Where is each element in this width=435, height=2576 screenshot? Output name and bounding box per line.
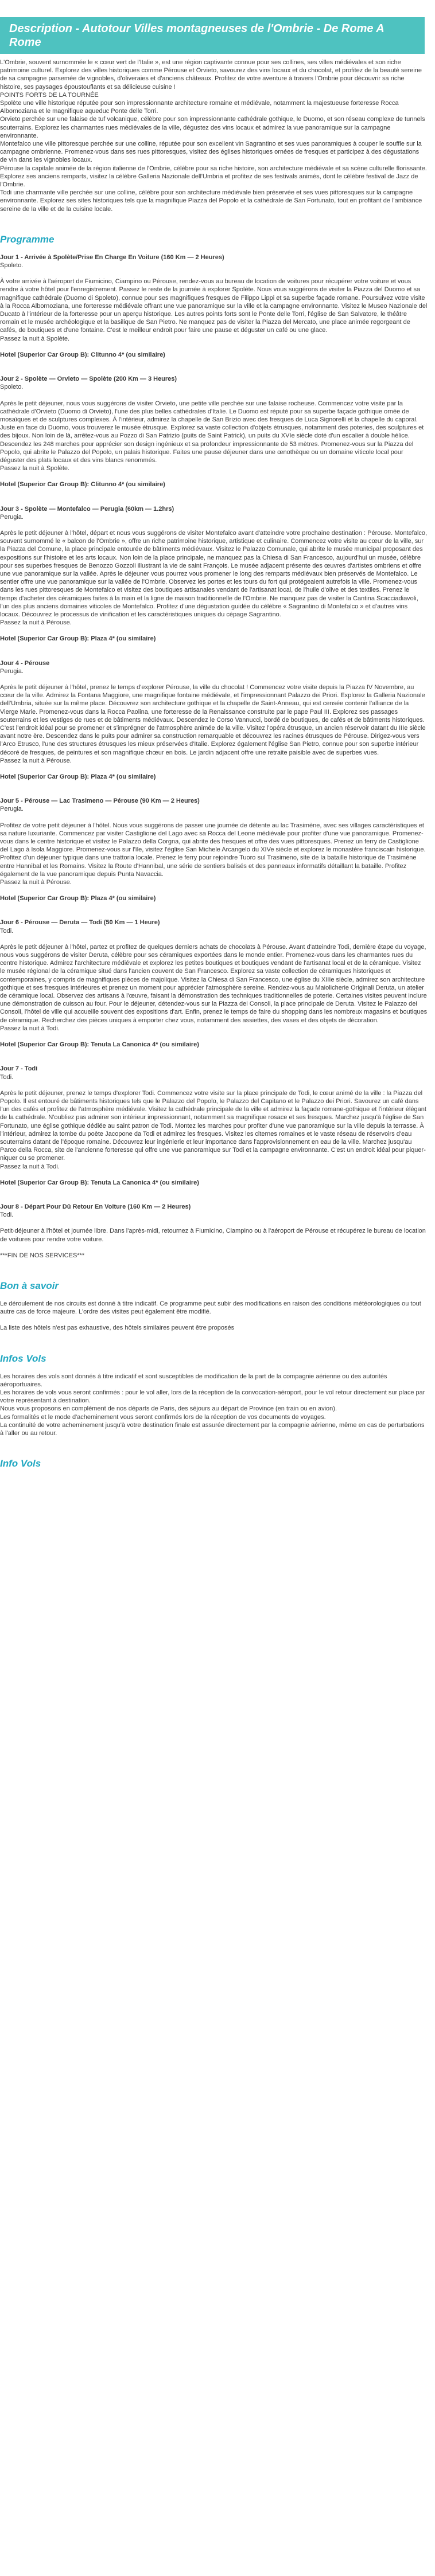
day-overnight: Passez la nuit à Pérouse. — [0, 757, 72, 764]
infos-vols-heading: Infos Vols — [0, 1353, 46, 1364]
day-overnight: Passez la nuit à Pérouse. — [0, 879, 72, 886]
highlight-spoleto: Spolète une ville historique réputée pour son impressionnante architecture romaine et médiévale, notamment la majestueuse forteresse Rocca Albornoziana et le magnifique aqueduc Ponte delle Torri. — [0, 100, 399, 115]
day-description: Petit-déjeuner à l'hôtel et journée libre. Dans l'après-midi, retournez à Fiumicino, Ciampino ou à l'aéroport de Pérouse et récupérez le bureau de location de voitures pour rendre votre voiture. — [0, 1228, 426, 1243]
page — [0, 17, 435, 2576]
content — [0, 58, 428, 1469]
day-title: Jour 6 - Pérouse — Deruta — Todi (50 Km — 1 Heure) — [0, 919, 160, 927]
day-title: Jour 4 - Pérouse — [0, 659, 50, 667]
day-title: Jour 8 - Départ Pour Dû Retour En Voiture (160 Km — 2 Heures) — [0, 1203, 191, 1210]
highlight-todi: Todi une charmante ville perchée sur une colline, célèbre pour son architecture médiévale bien préservée et ses vues pittoresques sur la campagne environnante. Explorez ses sites historiques tels que la magnifique Piazza del Popolo et la cathédrale de San Fortunato, tout en profitant de l'ambiance sereine de la ville et de la cuisine locale. — [0, 189, 422, 213]
info-vols-heading: Info Vols — [0, 1458, 41, 1469]
day-description: Après le petit déjeuner à l'hôtel, départ et nous vous suggérons de visiter Montefalco avant d'atteindre votre prochaine destination : Pérouse. Montefalco, souvent surnommé le « balcon de l'Ombrie », offre un riche patrimoine historique, artistique et culinaire. Commencez votre visite au cœur de la ville, sur la Piazza del Comune, la place principale entourée de bâtiments médiévaux. Visitez le Palazzo Comunale, qui abrite le musée municipal proposant des expositions sur l'histoire et les arts locaux. Non loin de la place principale, ne manquez pas la Chiesa di San Francesco, aujourd'hui un musée, célèbre pour ses superbes fresques de Benozzo Gozzoli illustrant la vie de saint François. Le musée adjacent présente des œuvres d'artistes ombriens et offre une vue panoramique sur la vallée. Après le déjeuner vous pourrez vous promener le long des remparts médiévaux bien préservés de Montefalco. Le sentier offre une vue panoramique sur la vallée de l'Ombrie. Observez les portes et les tours du fort qui protégeaient autrefois la ville. Promenez-vous dans les rues pittoresques de Montefalco et visitez des boutiques artisanales vendant de l'artisanat local, de l'huile d'olive et des textiles. Prenez le temps d'acheter des céramiques faites à la main et la ligne de maison traditionnelle de l'Ombrie. Ne manquez pas de visiter la Cantina Scacciadiavoli, l'un des plus anciens domaines viticoles de Montefalco. Profitez d'une dégustation guidée du célèbre « Sagrantino di Montefalco » et d'autres vins locaux. Découvrez le processus de vinification et les caractéristiques uniques du cépage Sagrantino. — [0, 529, 428, 618]
day-section — [0, 659, 428, 781]
day-hotel: Hotel (Superior Car Group B): Clitunno 4* (ou similaire) — [0, 351, 165, 358]
day-description: À votre arrivée à l'aéroport de Fiumicino, Ciampino ou Pérouse, rendez-vous au bureau de location de voitures pour récupérer votre voiture et vous rendre à votre hôtel pour l'enregistrement. Passez le reste de la journée à explorer Spolète. Nous vous suggérons de visiter la Piazza del Duomo et sa magnifique cathédrale (Duomo di Spoleto), connue pour ses magnifiques fresques de Filippo Lippi et sa superbe façade romane. Poursuivez votre visite à la Rocca Albornoziana, une forteresse médiévale offrant une vue panoramique sur la ville et la campagne environnante. Visitez le Museo Nazionale del Ducato à l'intérieur de la forteresse pour un aperçu historique. Les autres points forts sont le Ponte delle Torri, l'église de San Salvatore, le théâtre romain et le musée archéologique et la basilique de San Pietro. Ne manquez pas de visiter la Piazza del Mercato, une place animée regorgeant de cafés, de boutiques et d'une fontaine. C'est le meilleur endroit pour faire une pause et déguster un café ou une glace. — [0, 278, 428, 334]
day-hotel: Hotel (Superior Car Group B): Clitunno 4* (ou similaire) — [0, 481, 165, 488]
day-place: Spoleto. — [0, 384, 24, 391]
intro-paragraph: L'Ombrie, souvent surnommée le « cœur vert de l'Italie », est une région captivante connue pour ses collines, ses villes médiévales et son riche patrimoine culturel. Explorez des villes historiques comme Pérouse et Orvieto, savourez des vins locaux et du chocolat, et profitez de la beauté sereine de sa campagne parsemée de vignobles, d'oliveraies et d'anciens châteaux. Profitez de votre aventure à travers l'Ombrie pour découvrir sa riche histoire, ses paysages époustouflants et sa délicieuse cuisine ! — [0, 59, 422, 91]
page-title: Description - Autotour Villes montagneuses de l'Ombrie - De Rome A Rome — [9, 22, 384, 49]
infos-vols-paragraph: La continuité de votre acheminement jusqu'à votre destination finale est assurée directement par la compagnie aérienne, même en cas de perturbations à l'aller ou au retour. — [0, 1421, 425, 1437]
day-hotel: Hotel (Superior Car Group B): Plaza 4* (ou similaire) — [0, 895, 156, 902]
day-section — [0, 253, 428, 359]
day-overnight: Passez la nuit à Todi. — [0, 1025, 60, 1032]
day-place: Spoleto. — [0, 262, 24, 269]
day-section — [0, 505, 428, 643]
programme-heading: Programme — [0, 233, 55, 245]
day-section — [0, 918, 428, 1049]
day-place: Perugia. — [0, 806, 24, 813]
day-hotel: Hotel (Superior Car Group B): Tenuta La Canonica 4* (ou similaire) — [0, 1041, 199, 1049]
day-overnight: Passez la nuit à Spolète. — [0, 335, 70, 342]
day-overnight: Passez la nuit à Pérouse. — [0, 619, 72, 627]
title-bar — [0, 17, 425, 54]
infos-vols-paragraph: Les horaires des vols sont donnés à titre indicatif et sont susceptibles de modification de la part de la compagnie aérienne ou des autorités aéroportuaires. — [0, 1373, 387, 1388]
day-place: Perugia. — [0, 667, 24, 675]
day-section — [0, 1203, 428, 1260]
day-title: Jour 3 - Spolète — Montefalco — Perugia (60km — 1.2hrs) — [0, 505, 174, 513]
intro-section — [0, 58, 428, 213]
day-place: Todi. — [0, 1211, 14, 1219]
day-title: Jour 7 - Todi — [0, 1065, 38, 1073]
day-description: Après le petit déjeuner à l'hôtel, partez et profitez de quelques derniers achats de chocolats à Pérouse. Avant d'atteindre Todi, dernière étape du voyage, nous vous suggérons de visiter Deruta, célèbre pour ses céramiques exportées dans le monde entier. Promenez-vous dans les charmantes rues du centre historique. Admirez l'architecture médiévale et explorez les petites boutiques et boutiques vendant de l'artisanat local et de la céramique. Visitez le musée régional de la céramique situé dans l'ancien couvent de San Francesco. Explorez sa vaste collection de céramiques historiques et contemporaines, y compris de magnifiques pièces de majolique. Visitez la Chiesa di San Francesco, une église du XIIIe siècle, admirez son architecture gothique et ses fresques intérieures et prenez un moment pour apprécier l'atmosphère sereine. Rendez-vous au Maiolicherie Originali Deruta, un atelier de céramique local. Observez des artisans à l'œuvre, faisant la démonstration des techniques traditionnelles de poterie. Certaines visites peuvent inclure une démonstration de cuisson au four. Pour le déjeuner, détendez-vous sur la Piazza dei Consoli, la place principale de Deruta. Visitez le Palazzo dei Consoli, l'hôtel de ville qui accueille souvent des expositions d'art. Enfin, prenez le temps de faire du shopping dans les nombreux magasins et boutiques de céramique. Recherchez des pièces uniques à emporter chez vous, notamment des assiettes, des vases et des objets de décoration. — [0, 943, 428, 1024]
highlights-heading: POINTS FORTS DE LA TOURNÉE — [0, 91, 99, 99]
bon-a-savoir-heading: Bon à savoir — [0, 1280, 59, 1291]
highlight-orvieto: Orvieto perchée sur une falaise de tuf volcanique, célèbre pour son impressionnante cathédrale gothique, le Duomo, et son réseau complexe de tunnels souterrains. Explorez les charmantes rues médiévales de la ville, dégustez des vins locaux et admirez la vue panoramique sur la campagne environnante. — [0, 116, 425, 139]
day-section — [0, 375, 428, 488]
day-title: Jour 1 - Arrivée à Spolète/Prise En Charge En Voiture (160 Km — 2 Heures) — [0, 253, 224, 261]
day-description: Après le petit déjeuner à l'hôtel, prenez le temps d'explorer Pérouse, la ville du chocolat ! Commencez votre visite depuis la Piazza IV Novembre, au cœur de la ville. Admirez la Fontana Maggiore, une magnifique fontaine médiévale, et l'impressionnant Palazzo dei Priori. Explorez la Galleria Nazionale dell'Umbria, située sur la même place. Découvrez son architecture gothique et la chapelle de Saint-Anneau, qui est censée contenir l'alliance de la Vierge Marie. Promenez-vous dans la Rocca Paolina, une forteresse de la Renaissance construite par le pape Paul III. Explorez ses passages souterrains et les vestiges de rues et de bâtiments médiévaux. Descendez le Corso Vannucci, bordé de boutiques, de cafés et de bâtiments historiques. C'est l'endroit idéal pour se promener et s'imprégner de l'atmosphère animée de la ville. Visitez l'opéra étrusque, un ancien réservoir datant du IIIe siècle avant notre ère. Descendez dans le puits pour admirer sa construction remarquable et découvrez les racines étrusques de Pérouse. Dirigez-vous vers l'Arco Etrusco, l'une des structures étrusques les mieux préservées d'Italie. Explorez également l'église San Pietro, connue pour son superbe intérieur décoré de fresques, de peintures et son magnifique chœur en bois. Le jardin adjacent offre une retraite paisible avec de superbes vues. — [0, 683, 426, 756]
day-description: Profitez de votre petit déjeuner à l'hôtel. Nous vous suggérons de passer une journée de détente au lac Trasimène, avec ses villages caractéristiques et sa nature luxuriante. Commencez par visiter Castiglione del Lago avec sa Rocca del Leone médiévale pour profiter d'une vue panoramique. Promenez-vous dans le centre historique et visitez le Palazzo della Corgna, qui abrite des fresques et offre des vues pittoresques. Prenez un ferry de Castiglione del Lago à Isola Maggiore. Promenez-vous sur l'île, visitez l'église San Michele Arcangelo du XIVe siècle et explorez le monastère franciscain historique. Profitez d'un déjeuner typique dans une trattoria locale. Prenez le ferry pour rejoindre Tuoro sul Trasimeno, site de la bataille historique de Trasimène entre Hannibal et les Romains. Visitez la Route d'Hannibal, une série de sentiers balisés et des panneaux informatifs détaillant la bataille. Profitez également de la vue panoramique depuis Punta Navaccia. — [0, 822, 426, 878]
day-section — [0, 797, 428, 902]
end-of-services: ***FIN DE NOS SERVICES*** — [0, 1252, 85, 1259]
infos-vols-paragraph: Nous vous proposons en complément de nos départs de Paris, des séjours au départ de Province (en train ou en avion). — [0, 1405, 337, 1413]
bon-a-savoir-paragraph: Le déroulement de nos circuits est donné à titre indicatif. Ce programme peut subir des modifications en raison des conditions météorologiques ou tout autre cas de force majeure. L'ordre des visites peut également être modifié. — [0, 1300, 421, 1316]
day-place: Todi. — [0, 927, 14, 935]
day-overnight: Passez la nuit à Todi. — [0, 1163, 60, 1170]
day-hotel: Hotel (Superior Car Group B): Tenuta La Canonica 4* (ou similaire) — [0, 1179, 199, 1186]
day-place: Todi. — [0, 1073, 14, 1081]
day-hotel: Hotel (Superior Car Group B): Plaza 4* (ou similaire) — [0, 773, 156, 781]
day-title: Jour 2 - Spolète — Orvieto — Spolète (200 Km — 3 Heures) — [0, 376, 177, 383]
day-hotel: Hotel (Superior Car Group B): Plaza 4* (ou similaire) — [0, 635, 156, 643]
day-section — [0, 1065, 428, 1187]
highlight-perugia: Pérouse la capitale animée de la région italienne de l'Ombrie, célèbre pour sa riche histoire, son architecture médiévale et sa scène culturelle florissante. Explorez ses anciens remparts, visitez la célèbre Galleria Nazionale dell'Umbria et profitez de ses festivals animés, dont le célèbre festival de Jazz de l'Ombrie. — [0, 165, 427, 189]
bon-a-savoir-paragraph: La liste des hôtels n'est pas exhaustive, des hôtels similaires peuvent être proposés — [0, 1324, 235, 1332]
infos-vols-paragraph: Les horaires de vols vous seront confirmés : pour le vol aller, lors de la réception de la convocation-aéroport, pour le vol retour directement sur place par votre représentant à destination. — [0, 1389, 425, 1405]
day-title: Jour 5 - Pérouse — Lac Trasimeno — Pérouse (90 Km — 2 Heures) — [0, 798, 200, 805]
highlight-montefalco: Montefalco une ville pittoresque perchée sur une colline, réputée pour son excellent vin Sagrantino et ses vues panoramiques à couper le souffle sur la campagne ombrienne. Promenez-vous dans ses rues pittoresques, visitez des églises historiques ornées de fresques et participez à des dégustations de vin dans les vignobles locaux. — [0, 140, 422, 164]
day-description: Après le petit déjeuner, prenez le temps d'explorer Todi. Commencez votre visite sur la place principale de Todi, le cœur animé de la ville : la Piazza del Popolo. Il est entouré de bâtiments historiques tels que le Palazzo del Popolo, le Palazzo del Capitano et le Palazzo dei Priori. Savourez un café dans l'un des cafés et profitez de l'atmosphère médiévale. Visitez la cathédrale principale de la ville et admirez la façade romane-gothique et l'intérieur élégant de la cathédrale. N'oubliez pas admirer son intérieur impressionnant, notamment sa magnifique rosace et ses fresques. Marchez jusqu'à l'église de San Fortunato, une église gothique dédiée au saint patron de Todi. Montez les marches pour profiter d'une vue panoramique sur la ville depuis la terrasse. À l'intérieur, admirez la tombe du poète Jacopone da Todi et admirez les fresques. Visitez les citernes romaines et le vaste réseau de réservoirs d'eau souterrains datant de l'époque romaine. Découvrez leur ingénierie et leur importance dans l'approvisionnement en eau de la ville. Marchez jusqu'au Parco della Rocca, site de l'ancienne forteresse qui offre une vue panoramique sur Todi et la campagne environnante. C'est un endroit idéal pour piquer-niquer ou se promener. — [0, 1089, 426, 1162]
infos-vols-paragraph: Les formalités et le mode d'acheminement vous seront confirmés lors de la réception de vos documents de voyages. — [0, 1413, 326, 1421]
day-overnight: Passez la nuit à Spolète. — [0, 465, 70, 472]
day-place: Perugia. — [0, 513, 24, 521]
day-description: Après le petit déjeuner, nous vous suggérons de visiter Orvieto, une petite ville perchée sur une falaise rocheuse. Commencez votre visite par la cathédrale d'Orvieto (Duomo di Orvieto), l'une des plus belles cathédrales d'Italie. Le Duomo est réputé pour sa superbe façade gothique ornée de mosaïques et de sculptures complexes. À l'intérieur, admirez la chapelle de San Brizio avec des fresques de Luca Signorelli et la chapelle du caporal. Juste en face du Duomo, vous trouverez le musée étrusque. Explorez sa vaste collection d'objets étrusques, notamment des poteries, des sculptures et des bijoux. Non loin de là, arrêtez-vous au Pozzo di San Patrizio (puits de Saint Patrick), un puits du XVIe siècle doté d'un escalier à double hélice. Descendez les 248 marches pour apprécier son design ingénieux et sa profondeur impressionnante de 53 mètres. Promenez-vous sur la Piazza del Popolo, qui abrite le Palazzo del Popolo, un palais historique. Faites une pause déjeuner dans une œnothèque ou un domaine viticole local pour déguster des plats locaux et des vins blancs renommés. — [0, 400, 424, 464]
